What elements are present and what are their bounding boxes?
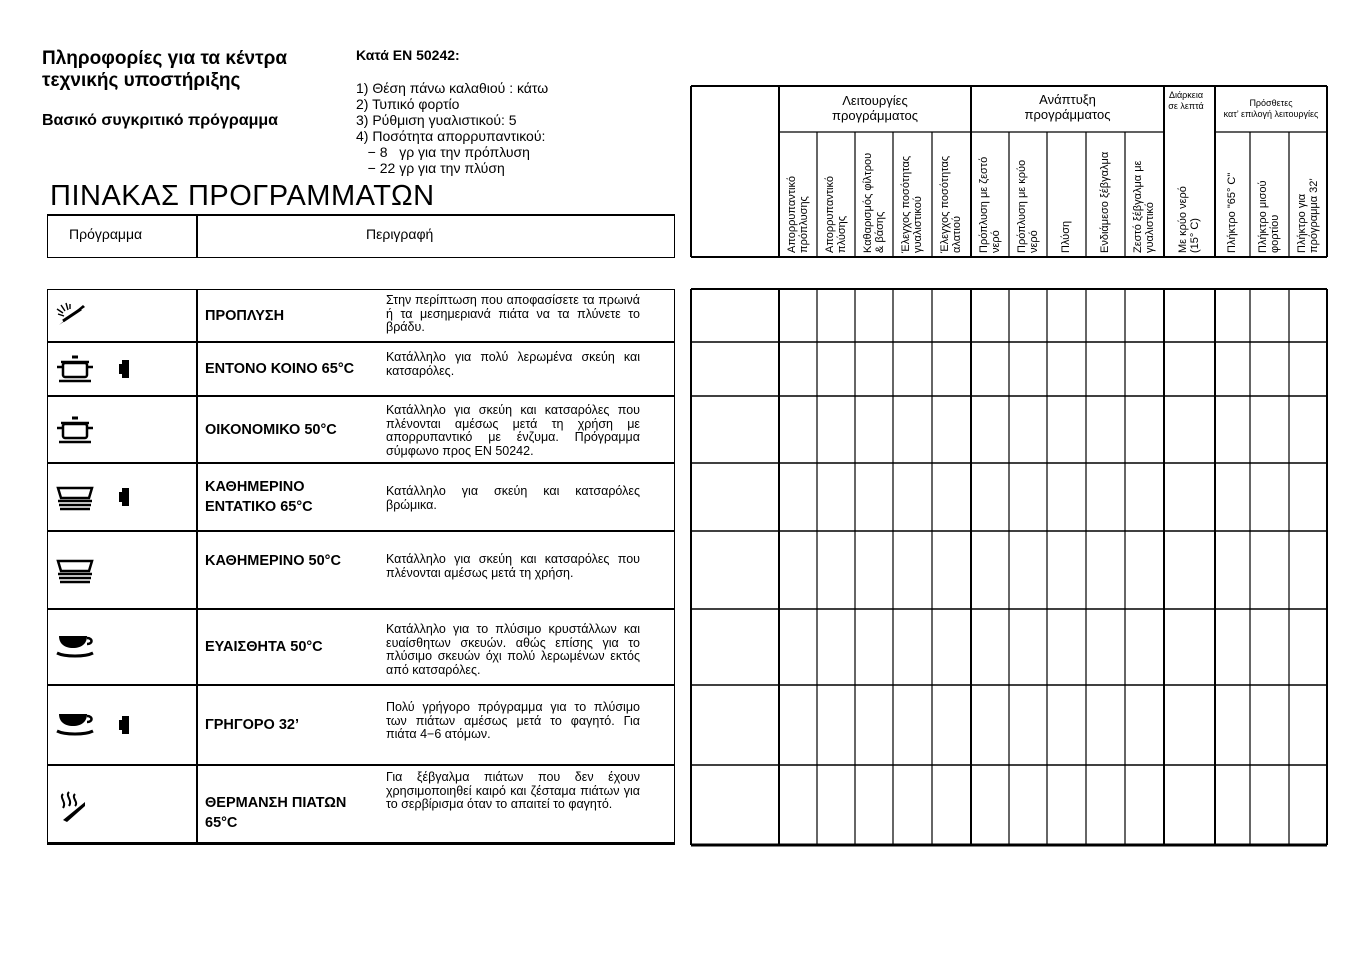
grid-column-label: Έλεγχος ποσότητας αλατιού [939,155,963,253]
grid-column-label: Πλύση [1059,220,1072,253]
group-functions-label: Λειτουργίες προγράμματος [832,93,918,123]
program-description: Στην περίπτωση που αποφασίσετε τα πρωινά ή τα μεσημεριανά πιάτα να τα πλύνετε το βράδυ. [386,293,640,334]
info-title-line2: τεχνικής υποστήριξης [42,70,241,91]
grid-column-label: Ενδιάμεσο ξέβγαλμα [1098,151,1111,253]
grid-column-label: Με κρύο νερό (15° C) [1177,186,1201,253]
table-title: ΠΙΝΑΚΑΣ ΠΡΟΓΡΑΜΜΑΤΩΝ [50,180,435,212]
standard-line: 2) Τυπικό φορτίο [356,96,460,112]
program-name: ΟΙΚΟΝΟΜΙΚΟ 50°C [205,421,337,438]
program-description: Πολύ γρήγορο πρόγραμμα για το πλύσιμο των πιάτων αμέσως μετά το φαγητό. Για πιάτα 4−6 ατόμων. [386,700,640,741]
column-description-label: Περιγραφή [366,226,434,242]
group-duration-label: Διάρκεια σε λεπτά [1168,90,1204,111]
grid-column-label: Ζεστό ξέβγαλμα με γυαλιστικό [1132,160,1156,253]
standard-line: 4) Ποσότητα απορρυπαντικού: [356,128,546,144]
info-subtitle: Βασικό συγκριτικό πρόγραμμα [42,112,278,129]
program-name: ΓΡΗΓΟΡΟ 32’ [205,717,299,733]
standard-line: − 8 γρ για την πρόπλυση [356,144,530,160]
program-name: ΠΡΟΠΛΥΣΗ [205,307,285,324]
grid-column-label: Πρόπλυση με κρύο νερό [1015,159,1039,253]
program-name: ΚΑΘΗΜΕΡΙΝΟ ΕΝΤΑΤΙΚΟ 65°C [205,479,313,515]
grid-column-label: Έλεγχος ποσότητας γυαλιστικού [900,155,924,253]
program-description: Κατάλληλο για το πλύσιμο κρυστάλλων και ευαίσθητων σκευών. αθώς επίσης για το πλύσιμο σκευών όχι πολύ λερωμένων εκτός από κατσαρόλες. [386,622,640,677]
standard-line: 1) Θέση πάνω καλαθιού : κάτω [356,80,549,96]
column-program-label: Πρόγραμμα [69,226,143,242]
grid-column-label: Πλήκτρο μισού φορτίου [1257,180,1281,253]
grid-column-label: Πλήκτρο "65° C" [1225,172,1238,253]
program-description: Για ξέβγαλμα πιάτων που δεν έχουν χρησιμοποιηθεί καιρό και ζέσταμα πιάτων για το σερβίρισμα όταν το απαιτεί το φαγητό. [386,770,640,811]
program-name: ΘΕΡΜΑΝΣΗ ΠΙΑΤΩΝ 65°C [205,795,347,831]
program-description: Κατάλληλο για πολύ λερωμένα σκεύη και κατσαρόλες. [386,350,640,378]
grid-column-label: Πρόπλυση με ζεστό νερό [977,156,1001,253]
group-extra-label: Πρόσθετες κατ’ επιλογή λειτουργίες [1223,98,1319,119]
standard-line: 3) Ρύθμιση γυαλιστικού: 5 [356,112,517,128]
program-description: Κατάλληλο για σκεύη και κατσαρόλες βρώμικα. [386,484,640,512]
standard-line: − 22 γρ για την πλύση [356,160,505,176]
grid-column-label: Απορρυπαντικό πρόπλυσης [785,176,809,253]
program-name: ΚΑΘΗΜΕΡΙΝΟ 50°C [205,553,341,569]
program-description: Κατάλληλο για σκεύη και κατσαρόλες που πλένονται αμέσως μετά τη χρήση με απορρυπαντικό με ένζυμα. Πρόγραμμα σύμφωνο προς EN 50242. [386,403,640,458]
info-title-line1: Πληροφορίες για τα κέντρα [42,48,288,69]
program-description: Κατάλληλο για σκεύη και κατσαρόλες που πλένονται αμέσως μετά τη χρήση. [386,552,640,580]
group-progress-label: Ανάπτυξη προγράμματος [1024,92,1111,122]
program-name: ΕΝΤΟΝΟ ΚΟΙΝΟ 65°C [205,361,355,377]
standard-title: Κατά EN 50242: [356,47,460,63]
grid-column-label: Καθαρισμός φίλτρου & βάσης [861,152,885,253]
grid-column-label: Απορρυπαντικό πλύσης [823,176,847,253]
grid-column-label: Πλήκτρο για πρόγραμμα 32’ [1295,178,1319,253]
program-name: ΕΥΑΙΣΘΗΤΑ 50°C [205,639,323,655]
